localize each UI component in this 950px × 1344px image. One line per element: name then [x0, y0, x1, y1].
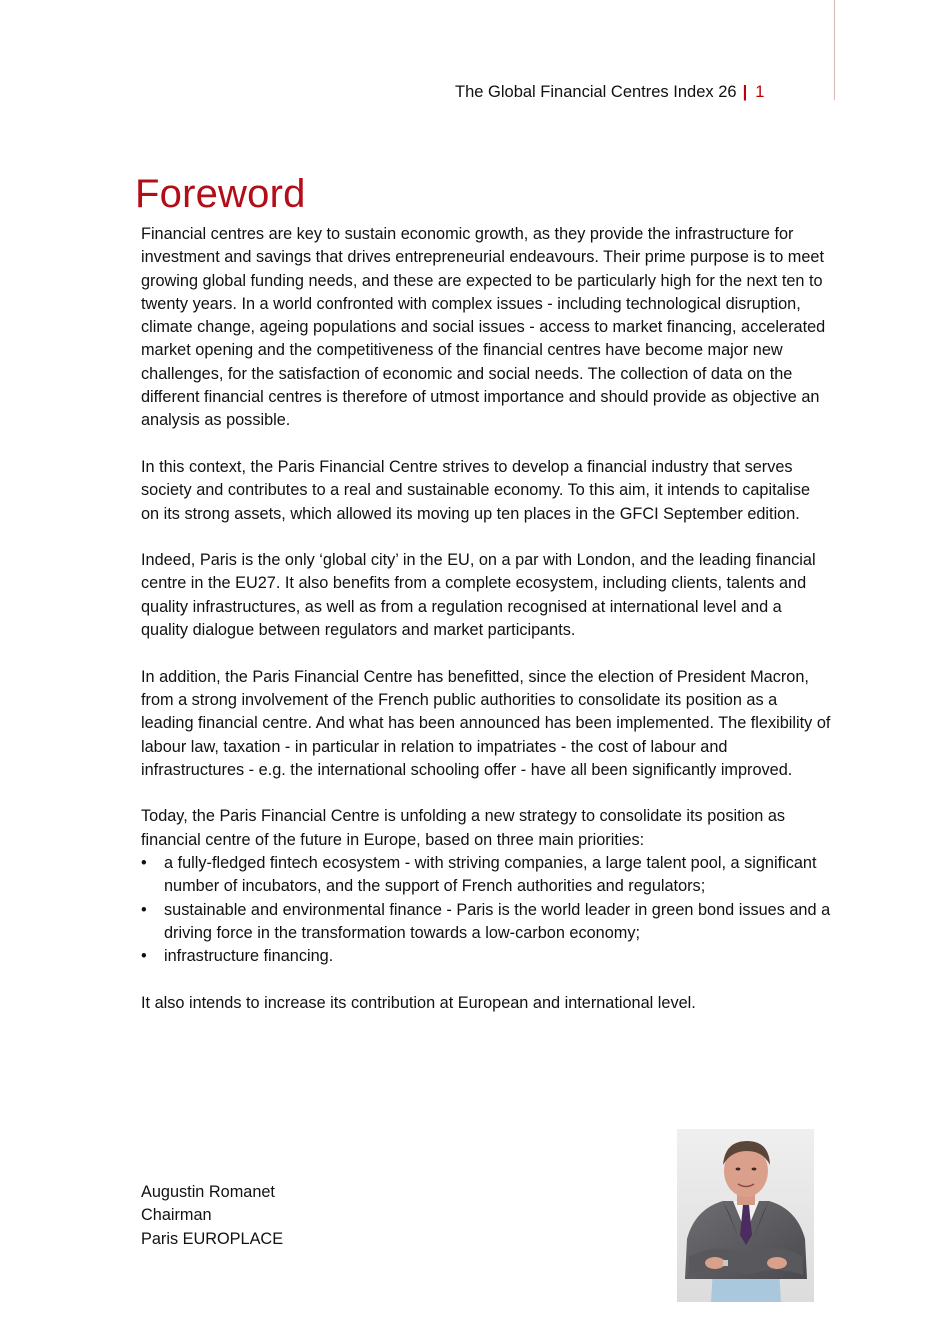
portrait-photo — [677, 1129, 814, 1302]
bullet-icon: • — [141, 947, 147, 966]
header-title: The Global Financial Centres Index 26 — [455, 83, 737, 101]
foreword-body — [141, 223, 831, 1038]
header-separator: | — [742, 83, 748, 101]
signatory-name: Augustin Romanet — [141, 1183, 275, 1201]
list-item — [141, 852, 831, 899]
paragraph-intro: Financial centres are key to sustain economic growth, as they provide the infrastructure for investment and savings that drives entrepreneurial endeavours. Their prime purpose is to meet growing global funding needs, and these are expected to be particularly high for the next ten to twenty years. In a world confronted with complex issues - including technological disruption, climate change, ageing populations and social issues - access to market financing, accelerated market opening and the competitiveness of the financial centres have become major new challenges, for the satisfaction of economic and social needs. The collection of data on the different financial centres is therefore of utmost importance and should provide as objective an analysis as possible. — [141, 225, 826, 430]
list-item-text: a fully-fledged fintech ecosystem - with striving companies, a large talent pool, a significant number of incubators, and the support of French authorities and regulators; — [164, 854, 817, 896]
priorities-list — [141, 852, 831, 968]
page-edge-rule — [834, 0, 835, 100]
signature-block — [141, 1181, 283, 1251]
paragraph-strategy: Today, the Paris Financial Centre is unfolding a new strategy to consolidate its position as financial centre of the future in Europe, based on three main priorities: — [141, 807, 786, 849]
paragraph-global-city: Indeed, Paris is the only ‘global city’ in the EU, on a par with London, and the leading financial centre in the EU27. It also benefits from a complete ecosystem, including clients, talents and quality infrastructures, as well as from a regulation recognised at international level and a quality dialogue between regulators and market participants. — [141, 551, 816, 640]
paragraph-reforms: In addition, the Paris Financial Centre has benefitted, since the election of President Macron, from a strong involvement of the French public authorities to consolidate its position as a leading financial centre. And what has been announced has been implemented. The flexibility of labour law, taxation - in particular in relation to impatriates - the cost of labour and infrastructures - e.g. the international schooling offer - have all been significantly improved. — [141, 667, 831, 779]
running-header — [455, 81, 764, 103]
list-item — [141, 945, 831, 968]
list-item — [141, 899, 831, 946]
paragraph-context: In this context, the Paris Financial Centre strives to develop a financial industry that serves society and contributes to a real and sustainable economy. To this aim, it intends to capitalise on its strong assets, which allowed its moving up ten places in the GFCI September edition. — [141, 457, 811, 523]
bullet-icon: • — [141, 854, 147, 873]
paragraph-closing: It also intends to increase its contribution at European and international level. — [141, 993, 696, 1012]
signatory-role: Chairman — [141, 1206, 212, 1225]
page-number: 1 — [755, 83, 765, 101]
list-item-text: infrastructure financing. — [164, 947, 334, 966]
priorities-section — [141, 805, 831, 968]
list-item-text: sustainable and environmental finance - Paris is the world leader in green bond issues and a driving force in the transformation towards a low-carbon economy; — [164, 900, 831, 942]
bullet-icon: • — [141, 900, 147, 919]
page-title: Foreword — [135, 172, 306, 216]
signatory-organisation: Paris EUROPLACE — [141, 1229, 284, 1248]
